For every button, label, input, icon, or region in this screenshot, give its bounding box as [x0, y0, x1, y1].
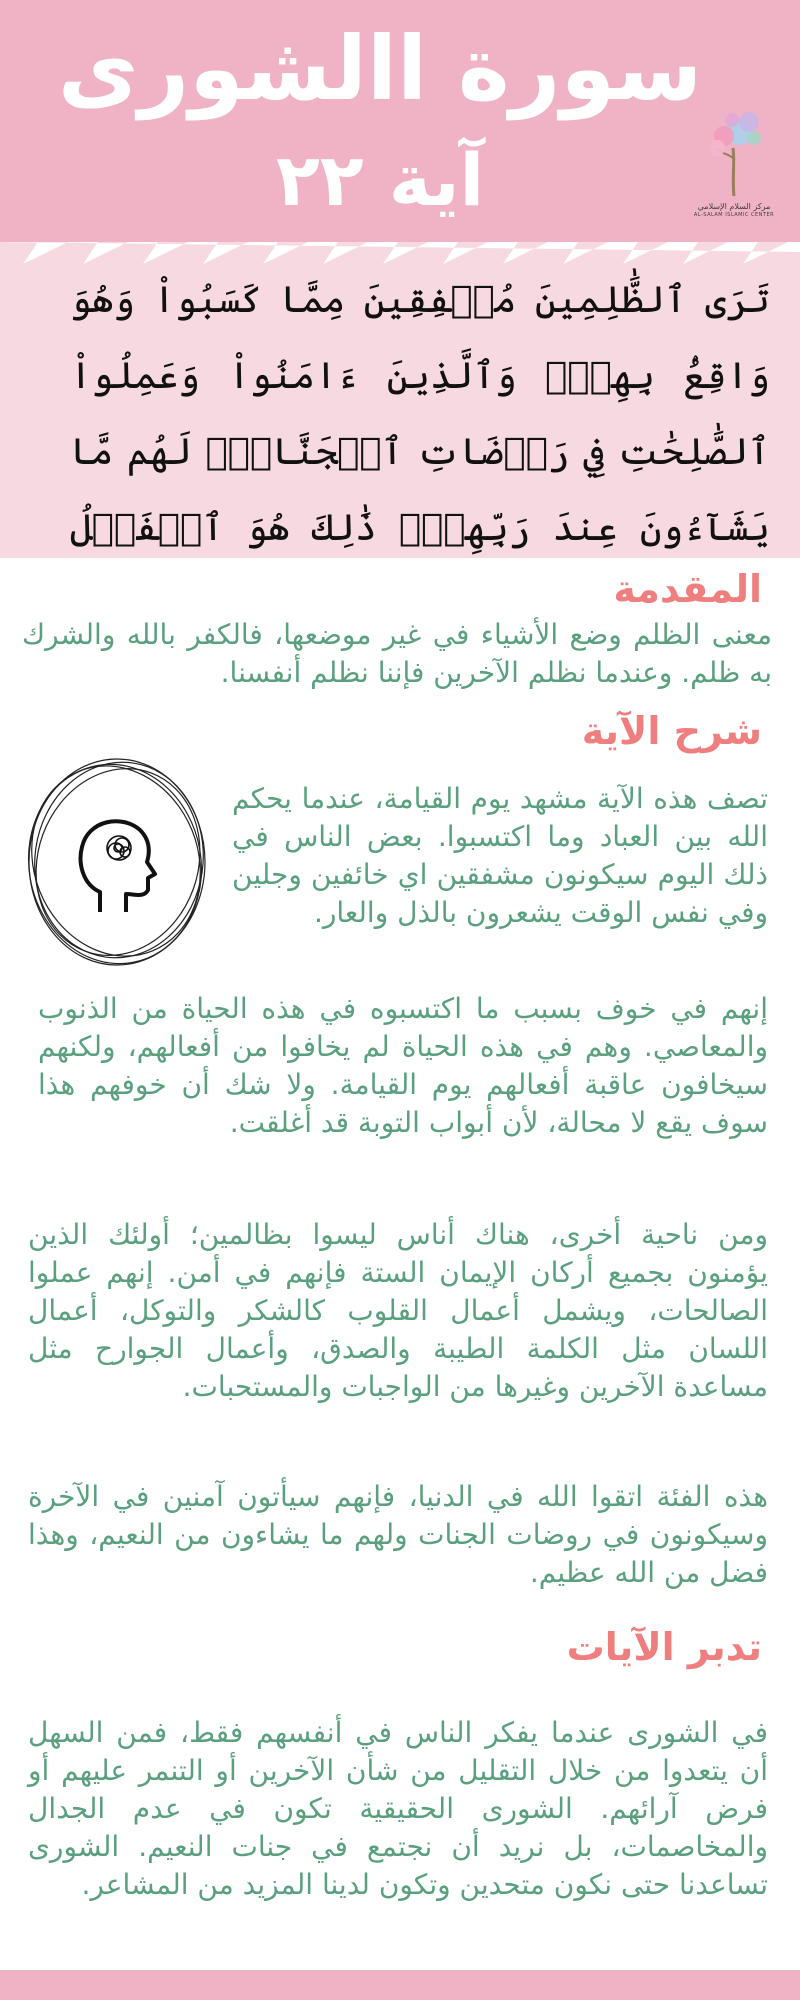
verse-arabic: تَرَى ٱلظَّٰلِمِينَ مُشۡفِقِينَ مِمَّا كَسَبُواْ وَهُوَ وَاقِعُۢ بِهِمۡۗ وَٱلَّذِينَ ءَامَنُواْ وَعَمِلُواْ ٱلصَّٰلِحَٰتِ فِي رَوۡضَاتِ ٱلۡجَنَّاتِۖ لَهُم مَّا يَشَآءُونَ عِندَ رَبِّهِمۡۚ ذَٰلِكَ هُوَ ٱلۡفَضۡلُ: [70, 278, 770, 549]
intro-heading: المقدمة: [613, 567, 762, 611]
reflection-paragraph: في الشورى عندما يفكر الناس في أنفسهم فقط، فمن السهل أن يتعدوا من خلال التقليل من شأن الآخرين أو التنمر عليهم أو فرض آرائهم. الشورى الحقيقية تكون في عدم الجدال والمخاصمات، بل نريد أن نجتمع في جنات النعيم. الشورى تساعدنا حتى نكون متحدين وتكون لدينا المزيد من المشاعر.: [28, 1716, 768, 1901]
surah-title: سورة االشورى: [57, 17, 703, 120]
reflection-heading: تدبر الآيات: [566, 1625, 762, 1669]
ayah-subtitle: آية ٢٢: [275, 138, 485, 222]
explanation-paragraph-1: تصف هذه الآية مشهد يوم القيامة، عندما يحكم الله بين العباد وما اكتسبوا. بعض الناس في ذلك اليوم سيكونون مشفقين اي خائفين وجلين وفي نفس الوقت يشعرون بالذل والعار.: [232, 782, 768, 929]
footer-band: [0, 1970, 800, 2000]
head-thinking-icon: [22, 752, 212, 972]
explanation-heading: شرح الآية: [581, 709, 762, 753]
logo-name-arabic: مركز السلام الإسلامي: [697, 202, 771, 211]
verse-text: [70, 262, 770, 558]
tree-logo-icon: [699, 108, 769, 198]
explanation-paragraph-3: ومن ناحية أخرى، هناك أناس ليسوا بظالمين؛ أولئك الذين يؤمنون بجميع أركان الإيمان الستة فإنهم في أمن. إنهم عملوا الصالحات، ويشمل أعمال القلوب كالشكر والتوكل، أعمال اللسان مثل الكلمة الطيبة والصدق، وأعمال الجوارح مثل مساعدة الآخرين وغيرها من الواجبات والمستحبات.: [28, 1218, 768, 1403]
intro-paragraph: معنى الظلم وضع الأشياء في غير موضعها، فالكفر بالله والشرك به ظلم. وعندما نظلم الآخرين فإننا نظلم أنفسنا.: [22, 618, 772, 689]
header-banner: [0, 0, 800, 242]
verse-panel: [0, 242, 800, 558]
explanation-paragraph-2: إنهم في خوف بسبب ما اكتسبوه في هذه الحياة من الذنوب والمعاصي. وهم في هذه الحياة لم يخافوا من أفعالهم، ولكنهم سيخافون عاقبة أفعالهم يوم القيامة. ولا شك أن خوفهم هذا سوف يقع لا محالة، لأن أبواب التوبة قد أغلقت.: [38, 992, 768, 1139]
center-logo: [688, 108, 780, 233]
explanation-paragraph-4: هذه الفئة اتقوا الله في الدنيا، فإنهم سيأتون آمنين في الآخرة وسيكونون في روضات الجنات ولهم ما يشاءون من النعيم، وهذا فضل من الله عظيم.: [28, 1480, 768, 1589]
logo-name-english: AL-SALAM ISLAMIC CENTER: [693, 212, 775, 218]
